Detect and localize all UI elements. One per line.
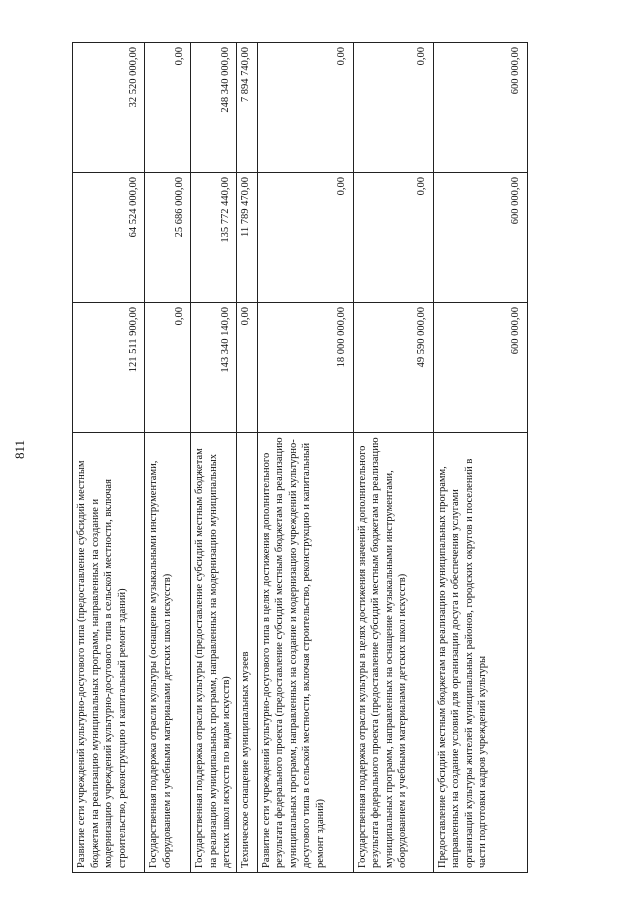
budget-table-rotated (72, 43, 522, 873)
table-row (433, 43, 527, 873)
table-row (191, 43, 237, 873)
row-value-1: 0,00 (145, 303, 191, 433)
row-value-1: 49 590 000,00 (353, 303, 433, 433)
row-value-3: 32 520 000,00 (73, 43, 145, 173)
row-description: Развитие сети учреждений культурно-досугового типа в целях достижения дополнительного результата федерального проекта (предоставление субсидий местным бюджетам на реализацию муниципальных программ, направленных на создание и модернизацию учреждений культурно-досугового типа в сельской местности, включая строительство, реконструкцию и капитальный ремонт зданий) (257, 433, 353, 873)
row-description: Государственная поддержка отрасли культуры (предоставление субсидий местным бюджетам на реализацию муниципальных программ, направленных на модернизацию муниципальных детских школ искусств по видам искусств) (191, 433, 237, 873)
row-value-2: 25 686 000,00 (145, 173, 191, 303)
row-description: Предоставление субсидий местным бюджетам на реализацию муниципальных программ, направленных на создание условий для организации досуга и обеспечения услугами организаций культуры жителей муниципальных районов, городских округов и поселений в части подготовки кадров учреждений культуры (433, 433, 527, 873)
row-value-2: 0,00 (353, 173, 433, 303)
row-description: Техническое оснащение муниципальных музеев (237, 433, 258, 873)
row-value-3: 0,00 (145, 43, 191, 173)
row-value-1: 18 000 000,00 (257, 303, 353, 433)
row-value-2: 135 772 440,00 (191, 173, 237, 303)
row-value-3: 7 894 740,00 (237, 43, 258, 173)
row-value-1: 143 340 140,00 (191, 303, 237, 433)
row-description: Государственная поддержка отрасли культуры (оснащение музыкальными инструментами, оборудованием и учебными материалами детских школ искусств) (145, 433, 191, 873)
table-row (257, 43, 353, 873)
row-description: Государственная поддержка отрасли культуры в целях достижения значений дополнительного результата федерального проекта (предоставление субсидий местным бюджетам на реализацию муниципальных программ, направленных на оснащение музыкальными инструментами, оборудованием и учебными материалами детских школ искусств) (353, 433, 433, 873)
row-value-3: 0,00 (257, 43, 353, 173)
row-value-2: 64 524 000,00 (73, 173, 145, 303)
row-value-3: 0,00 (353, 43, 433, 173)
row-value-1: 600 000,00 (433, 303, 527, 433)
row-value-2: 11 789 470,00 (237, 173, 258, 303)
row-value-1: 0,00 (237, 303, 258, 433)
row-description: Развитие сети учреждений культурно-досугового типа (предоставление субсидий местным бюджетам на реализацию муниципальных программ, направленных на создание и модернизацию учреждений культурно-досугового типа в сельской местности, включая строительство, реконструкцию и капитальный ремонт зданий) (73, 433, 145, 873)
table-row (353, 43, 433, 873)
budget-table (72, 42, 528, 873)
row-value-3: 248 340 000,00 (191, 43, 237, 173)
page-number: 811 (12, 440, 27, 460)
table-row (145, 43, 191, 873)
table-row (237, 43, 258, 873)
row-value-2: 0,00 (257, 173, 353, 303)
row-value-3: 600 000,00 (433, 43, 527, 173)
row-value-2: 600 000,00 (433, 173, 527, 303)
table-row (73, 43, 145, 873)
row-value-1: 121 511 900,00 (73, 303, 145, 433)
